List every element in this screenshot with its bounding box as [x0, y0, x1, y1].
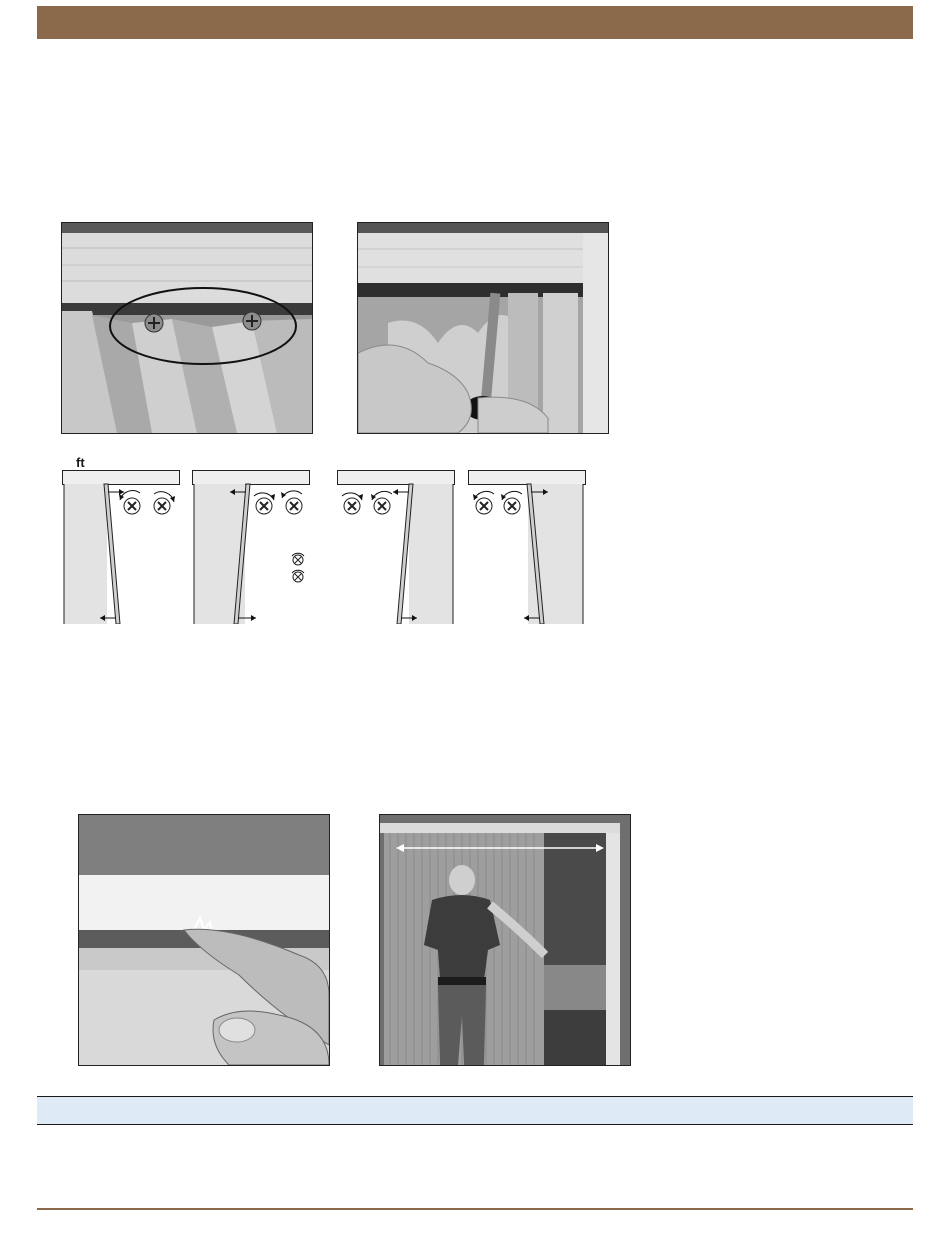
header-bar [37, 6, 913, 39]
diagram-adjust-1 [62, 470, 180, 629]
photo-headrail-adjustment-screws [61, 222, 313, 434]
diagram-adjust-4 [468, 470, 586, 629]
photo-screwdriver-adjustment [357, 222, 609, 434]
diagram-adjust-2 [192, 470, 310, 629]
photo-cord-tab [78, 814, 330, 1066]
diagram-row-label: ft [76, 455, 85, 470]
footer-rule [37, 1208, 913, 1210]
note-band [37, 1096, 913, 1125]
photo-man-opening-shade [379, 814, 631, 1066]
diagram-adjust-3 [337, 470, 455, 629]
